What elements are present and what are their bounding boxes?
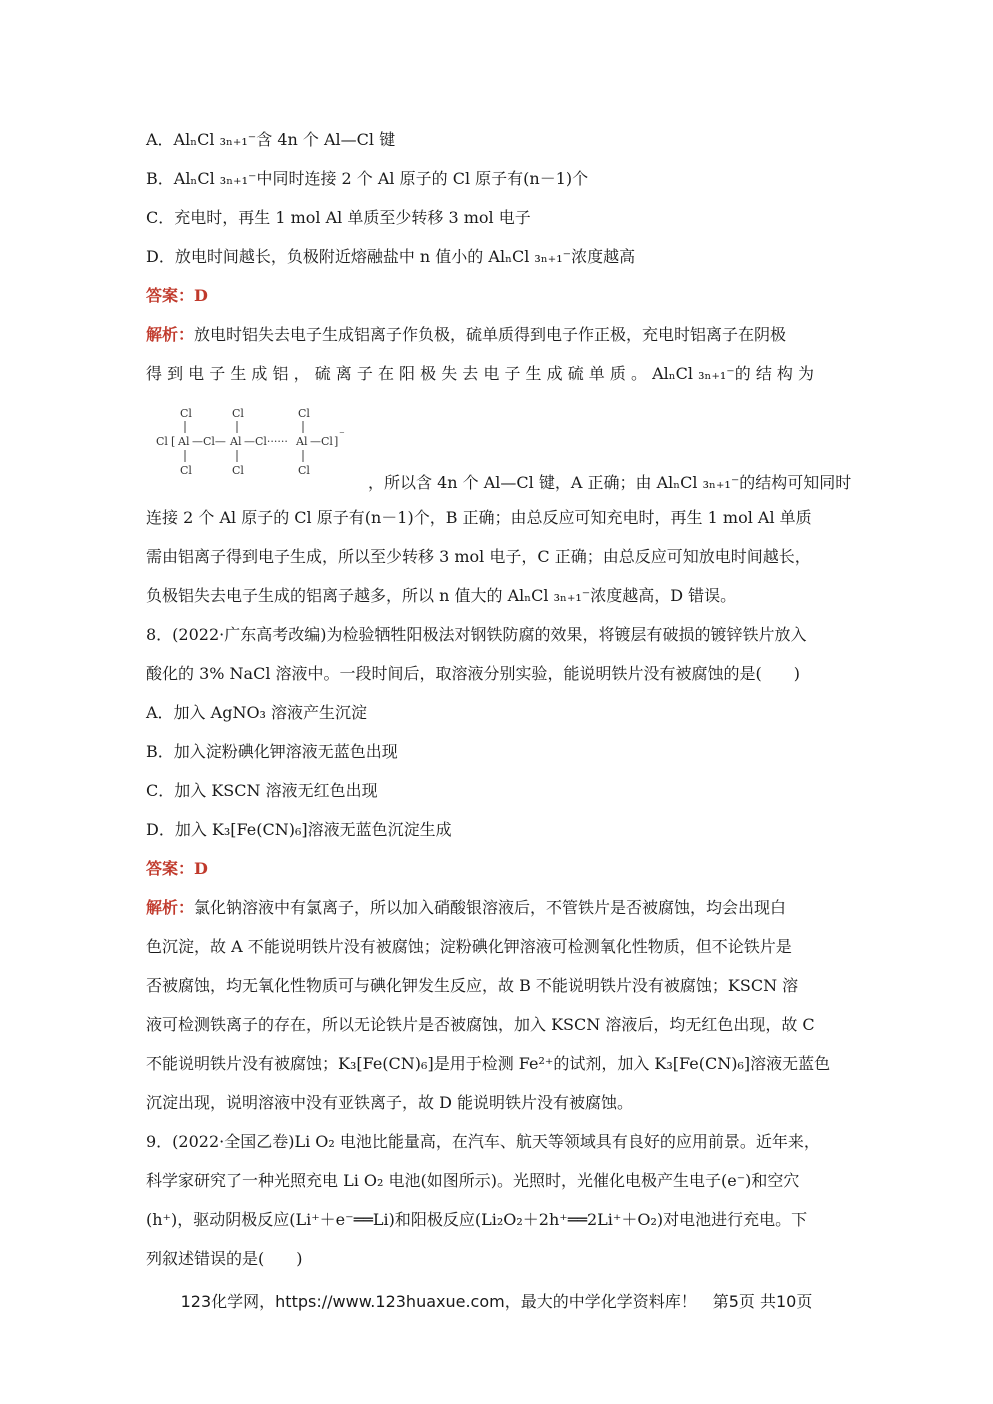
analysis-line: 沉淀出现，说明溶液中没有亚铁离子，故 D 能说明铁片没有被腐蚀。 <box>146 1093 634 1112</box>
structure-cl: Cl <box>298 407 310 420</box>
option-d: D．放电时间越长，负极附近熔融盐中 n 值小的 AlₙCl ₃ₙ₊₁⁻浓度越高 <box>146 247 636 266</box>
option-d: D．加入 K₃[Fe(CN)₆]溶液无蓝色沉淀生成 <box>146 820 452 839</box>
option-b: B．加入淀粉碘化钾溶液无蓝色出现 <box>146 742 398 761</box>
structure-cl: Cl <box>156 435 168 448</box>
structure-cl: Cl <box>180 464 192 477</box>
analysis-line: 需由铝离子得到电子生成，所以至少转移 3 mol 电子，C 正确；由总反应可知放电时间越长， <box>146 547 811 566</box>
structure-bracket: [ <box>171 435 176 448</box>
structure-bridge: —Cl <box>310 435 333 448</box>
analysis-line: 负极铝失去电子生成的铝离子越多，所以 n 值大的 AlₙCl ₃ₙ₊₁⁻浓度越高，D 错误。 <box>146 586 737 605</box>
structure-bridge: —Cl······ <box>244 435 288 448</box>
analysis-line: ，所以含 4n 个 Al—Cl 键，A 正确；由 AlₙCl ₃ₙ₊₁⁻的结构可知同时 <box>368 473 852 492</box>
option-c: C．加入 KSCN 溶液无红色出现 <box>146 781 378 800</box>
page-footer: 123化学网，https://www.123huaxue.com，最大的中学化学资料库！ 第5页 共10页 <box>180 1292 813 1311</box>
answer-value: D <box>194 286 208 305</box>
structure-al: Al <box>296 435 308 448</box>
question-8-stem: 8．(2022·广东高考改编)为检验牺牲阳极法对钢铁防腐的效果，将镀层有破损的镀锌铁片放入 <box>146 625 807 644</box>
option-c: C．充电时，再生 1 mol Al 单质至少转移 3 mol 电子 <box>146 208 531 227</box>
question-8-stem: 酸化的 3% NaCl 溶液中。一段时间后，取溶液分别实验，能说明铁片没有被腐蚀的是( ) <box>146 664 801 683</box>
analysis-label: 解析： <box>146 898 195 917</box>
structure-cl: Cl <box>232 407 244 420</box>
analysis-line <box>146 897 786 919</box>
analysis-label: 解析： <box>146 325 195 344</box>
question-9-stem: (h⁺)，驱动阴极反应(Li⁺＋e⁻══Li)和阳极反应(Li₂O₂＋2h⁺══2Li⁺＋O₂)对电池进行充电。下 <box>146 1210 808 1229</box>
structure-charge: ⁻ <box>339 428 345 441</box>
question-9-stem: 科学家研究了一种光照充电 Li O₂ 电池(如图所示)。光照时，光催化电极产生电子(e⁻)和空穴 <box>146 1171 800 1190</box>
question-9-stem: 9．(2022·全国乙卷)Li O₂ 电池比能量高，在汽车、航天等领域具有良好的应用前景。近年来， <box>146 1132 820 1151</box>
structure-al: Al <box>230 435 242 448</box>
analysis-line: 连接 2 个 Al 原子的 Cl 原子有(n－1)个，B 正确；由总反应可知充电时，再生 1 mol Al 单质 <box>146 508 812 527</box>
analysis-line <box>146 324 786 346</box>
option-a: A．AlₙCl ₃ₙ₊₁⁻含 4n 个 Al—Cl 键 <box>146 130 396 149</box>
question-9-stem: 列叙述错误的是( ) <box>146 1249 303 1268</box>
analysis-text: 放电时铝失去电子生成铝离子作负极，硫单质得到电子作正极，充电时铝离子在阴极 <box>194 325 787 344</box>
structure-al: Al <box>178 435 190 448</box>
structure-bridge: —Cl— <box>192 435 226 448</box>
answer-value: D <box>194 859 208 878</box>
structure-cl: Cl <box>180 407 192 420</box>
analysis-line: 色沉淀，故 A 不能说明铁片没有被腐蚀；淀粉碘化钾溶液可检测氧化性物质，但不论铁片是 <box>146 937 792 956</box>
al-cl-structure-diagram <box>150 404 360 480</box>
analysis-line: 否被腐蚀，均无氧化性物质可与碘化钾发生反应，故 B 不能说明铁片没有被腐蚀；KSCN 溶 <box>146 976 799 995</box>
analysis-line: 不能说明铁片没有被腐蚀；K₃[Fe(CN)₆]是用于检测 Fe²⁺的试剂，加入 K₃[Fe(CN)₆]溶液无蓝色 <box>146 1054 831 1073</box>
answer-line <box>146 858 208 880</box>
analysis-line: 液可检测铁离子的存在，所以无论铁片是否被腐蚀，加入 KSCN 溶液后，均无红色出现，故 C <box>146 1015 815 1034</box>
option-b: B．AlₙCl ₃ₙ₊₁⁻中同时连接 2 个 Al 原子的 Cl 原子有(n－1)个 <box>146 169 589 188</box>
answer-line <box>146 285 208 307</box>
answer-label: 答案： <box>146 286 195 305</box>
analysis-line: 得 到 电 子 生 成 铝 ， 硫 离 子 在 阳 极 失 去 电 子 生 成 硫 单 质 。 AlₙCl ₃ₙ₊₁⁻的 结 构 为 <box>146 364 815 383</box>
structure-bracket: ] <box>334 435 339 448</box>
option-a: A．加入 AgNO₃ 溶液产生沉淀 <box>146 703 368 722</box>
analysis-text: 氯化钠溶液中有氯离子，所以加入硝酸银溶液后，不管铁片是否被腐蚀，均会出现白 <box>194 898 787 917</box>
structure-cl: Cl <box>232 464 244 477</box>
structure-cl: Cl <box>298 464 310 477</box>
answer-label: 答案： <box>146 859 195 878</box>
